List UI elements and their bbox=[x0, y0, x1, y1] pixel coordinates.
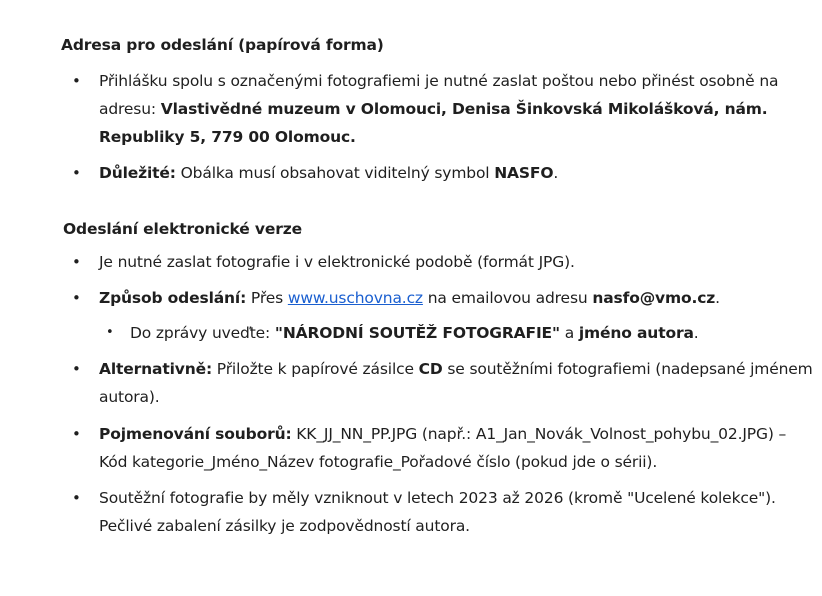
bold-label-important: Důležité: bbox=[99, 164, 176, 182]
bold-address-cont: Republiky 5, 779 00 Olomouc. bbox=[99, 128, 356, 146]
text-span: Přiložte k papírové zásilce bbox=[212, 360, 419, 378]
list-item-file-naming bbox=[99, 420, 786, 476]
list-item-electronic-format bbox=[99, 248, 575, 276]
bold-email: nasfo@vmo.cz bbox=[592, 289, 716, 307]
list-item-send-method bbox=[99, 284, 720, 312]
list-item-alternative bbox=[99, 355, 813, 411]
list-item-years bbox=[99, 484, 776, 540]
text-line: Přihlášku spolu s označenými fotografiemi je nutné zaslat poštou nebo přinést osobně na bbox=[99, 72, 779, 90]
bold-label-alternative: Alternativně: bbox=[99, 360, 212, 378]
sub-list-item-message bbox=[130, 319, 699, 347]
bullet: • bbox=[72, 164, 81, 182]
bullet: • bbox=[72, 72, 81, 90]
text-line: Pečlivé zabalení zásilky je zodpovědností autora. bbox=[99, 517, 470, 535]
list-item-important bbox=[99, 159, 558, 187]
text-span: na emailovou adresu bbox=[422, 289, 593, 307]
bold-contest-name: "NÁRODNÍ SOUTĚŽ FOTOGRAFIE" bbox=[274, 324, 560, 342]
sub-bullet: • bbox=[106, 325, 114, 340]
text-span: adresu: bbox=[99, 100, 161, 118]
text-line: Je nutné zaslat fotografie i v elektronické podobě (formát JPG). bbox=[99, 253, 575, 271]
bold-address: Vlastivědné muzeum v Olomouci, Denisa Šinkovská Mikolášková, nám. bbox=[160, 100, 768, 118]
bold-label-file-naming: Pojmenování souborů: bbox=[99, 425, 292, 443]
text-line: autora). bbox=[99, 388, 160, 406]
bullet: • bbox=[72, 360, 81, 378]
section-heading-electronic: Odeslání elektronické verze bbox=[63, 220, 302, 238]
bullet: • bbox=[72, 253, 81, 271]
bold-nasfo: NASFO bbox=[494, 164, 554, 182]
text-span: Přes bbox=[246, 289, 288, 307]
text-span: Obálka musí obsahovat viditelný symbol bbox=[175, 164, 495, 182]
text-span: Do zprávy uveďte: bbox=[130, 324, 275, 342]
bullet: • bbox=[72, 489, 81, 507]
list-item-paper-address bbox=[99, 67, 778, 151]
text-span: . bbox=[715, 289, 720, 307]
bullet: • bbox=[72, 425, 81, 443]
text-span: se soutěžními fotografiemi (nadepsané jménem bbox=[442, 360, 813, 378]
text-line: Kód kategorie_Jméno_Název fotografie_Pořadové číslo (pokud jde o sérii). bbox=[99, 453, 658, 471]
text-span: KK_JJ_NN_PP.JPG (např.: A1_Jan_Novák_Volnost_pohybu_02.JPG) – bbox=[291, 425, 787, 443]
uschovna-link[interactable]: www.uschovna.cz bbox=[287, 289, 423, 307]
text-span: . bbox=[553, 164, 559, 182]
section-heading-paper-address: Adresa pro odeslání (papírová forma) bbox=[61, 36, 384, 54]
text-line: Soutěžní fotografie by měly vzniknout v letech 2023 až 2026 (kromě "Ucelené kolekce"). bbox=[99, 489, 776, 507]
bold-author-name: jméno autora bbox=[578, 324, 694, 342]
text-span: a bbox=[559, 324, 579, 342]
text-span: . bbox=[693, 324, 699, 342]
bold-cd: CD bbox=[418, 360, 443, 378]
bullet: • bbox=[72, 289, 81, 307]
bold-label-send-method: Způsob odeslání: bbox=[99, 289, 247, 307]
